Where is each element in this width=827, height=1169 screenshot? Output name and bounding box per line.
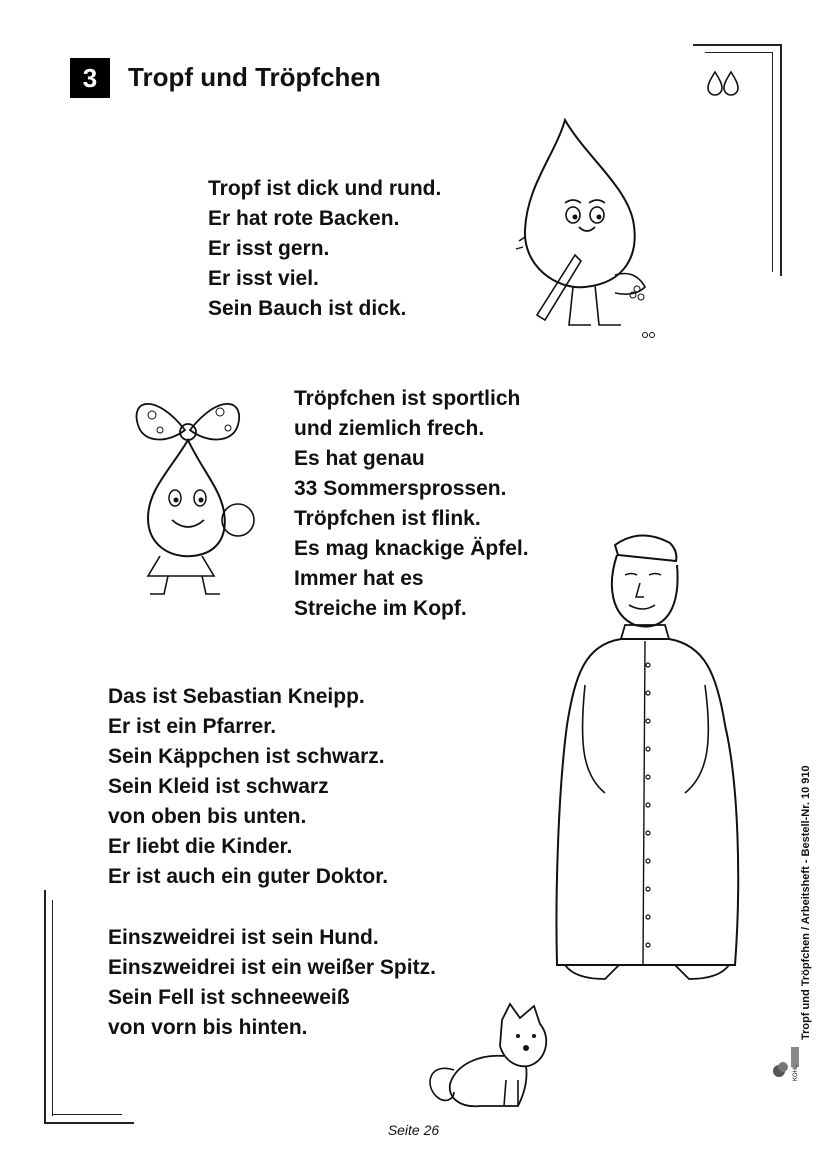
text-line: Sein Kleid ist schwarz <box>108 775 329 798</box>
page-number: Seite 26 <box>387 1122 440 1138</box>
frame-top-right-v1 <box>780 44 782 276</box>
text-line: Er ist ein Pfarrer. <box>108 715 277 738</box>
tropf-drop-illustration <box>515 115 665 345</box>
two-drops-icon <box>706 70 740 96</box>
troepfchen-drop-illustration <box>120 390 270 600</box>
text-line: von oben bis unten. <box>108 805 307 828</box>
text-line: Es mag knackige Äpfel. <box>294 537 529 560</box>
stanza-hund <box>108 923 436 1043</box>
svg-text:KOHL: KOHL <box>793 1064 799 1081</box>
text-line: Einszweidrei ist ein weißer Spitz. <box>108 956 436 979</box>
text-line: 33 Sommersprossen. <box>294 477 507 500</box>
text-line: und ziemlich frech. <box>294 417 485 440</box>
text-line: Einszweidrei ist sein Hund. <box>108 926 379 949</box>
stanza-kneipp <box>108 682 388 892</box>
text-line: Immer hat es <box>294 567 424 590</box>
text-line: Es hat genau <box>294 447 425 470</box>
text-line: Er isst viel. <box>208 267 319 290</box>
stanza-tropf <box>208 174 441 324</box>
text-line: Tröpfchen ist flink. <box>294 507 481 530</box>
text-line: Er isst gern. <box>208 237 330 260</box>
chapter-number: 3 <box>70 58 110 98</box>
text-line: Sein Käppchen ist schwarz. <box>108 745 385 768</box>
frame-top-right-v2 <box>772 52 773 272</box>
text-line: Sein Fell ist schneeweiß <box>108 986 350 1009</box>
publisher-logo <box>771 1045 801 1085</box>
sebastian-kneipp-illustration <box>545 525 750 995</box>
frame-bottom-left-v2 <box>52 900 53 1116</box>
frame-bottom-left-h2 <box>52 1114 122 1115</box>
text-line: Das ist Sebastian Kneipp. <box>108 685 365 708</box>
text-line: Er ist auch ein guter Doktor. <box>108 865 389 888</box>
frame-top-right-h2 <box>705 52 773 53</box>
spitz-dog-illustration <box>420 1000 555 1112</box>
page-title: Tropf und Tröpfchen <box>128 62 381 92</box>
text-line: Tröpfchen ist sportlich <box>294 387 521 410</box>
text-line: Er hat rote Backen. <box>208 207 400 230</box>
text-line: Tropf ist dick und rund. <box>208 177 442 200</box>
frame-bottom-left-v1 <box>44 890 46 1124</box>
text-line: von vorn bis hinten. <box>108 1016 308 1039</box>
text-line: Er liebt die Kinder. <box>108 835 293 858</box>
stanza-troepfchen <box>294 384 529 624</box>
text-line: Sein Bauch ist dick. <box>208 297 407 320</box>
text-line: Streiche im Kopf. <box>294 597 467 620</box>
frame-top-right-h1 <box>693 44 781 46</box>
side-order-text: Tropf und Tröpfchen / Arbeitsheft - Bestell-Nr. 10 910 <box>800 765 812 1040</box>
